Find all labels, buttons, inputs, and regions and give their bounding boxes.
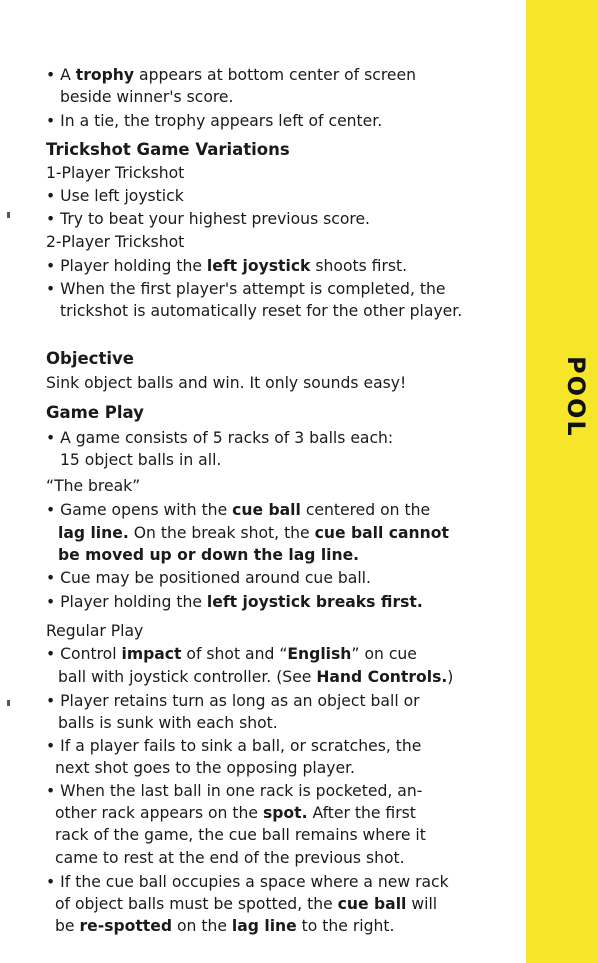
text-run: trickshot is automatically reset for the other player.: [60, 302, 463, 320]
bold-term: cue ball: [232, 501, 301, 519]
text-run: 1-Player Trickshot: [46, 164, 185, 182]
text-line: [46, 278, 445, 300]
text-line: [46, 780, 422, 802]
text-line: [46, 735, 421, 757]
bold-term: impact: [121, 645, 182, 663]
text-line: [55, 802, 416, 824]
text-line: [46, 208, 370, 230]
text-line: [46, 871, 449, 893]
text-run: on the: [172, 917, 232, 935]
text-line: [55, 893, 437, 915]
text-run: Trickshot Game Variations: [46, 140, 290, 159]
text-run: rack of the game, the cue ball remains where it: [55, 826, 426, 844]
text-line: [46, 110, 382, 132]
text-run: • When the last ball in one rack is pocketed, an-: [46, 782, 423, 800]
text-line: [46, 499, 430, 521]
bold-term: trophy: [75, 66, 135, 84]
text-line: [58, 712, 278, 734]
text-line: [55, 757, 355, 779]
text-run: Objective: [46, 349, 134, 368]
text-line: [46, 162, 184, 184]
text-run: Game Play: [46, 403, 144, 422]
section-heading: [46, 348, 134, 370]
text-run: Regular Play: [46, 622, 144, 640]
text-run: • Try to beat your highest previous score.: [46, 210, 371, 228]
text-run: ” on cue: [351, 645, 417, 663]
text-line: [46, 475, 140, 497]
text-line: [46, 427, 393, 449]
bold-term: re-spotted: [79, 917, 172, 935]
text-run: • Player holding the: [46, 593, 207, 611]
text-run: • If the cue ball occupies a space where a new rack: [46, 873, 449, 891]
bold-term: cue ball: [337, 895, 407, 913]
text-line: [46, 64, 416, 86]
text-line: [46, 620, 143, 642]
section-heading: [46, 402, 144, 424]
text-line: [46, 231, 184, 253]
section-heading: [46, 139, 290, 161]
section-tab-strip: [526, 0, 598, 963]
text-run: be: [55, 917, 80, 935]
text-run: • Use left joystick: [46, 187, 184, 205]
text-run: • Game opens with the: [46, 501, 233, 519]
bold-term: be moved up or down the lag line.: [58, 546, 360, 564]
text-line: [60, 86, 233, 108]
text-line: [58, 666, 453, 688]
text-run: • Player retains turn as long as an object ball or: [46, 692, 420, 710]
text-run: 2-Player Trickshot: [46, 233, 185, 251]
text-run: beside winner's score.: [60, 88, 234, 106]
text-line: [46, 690, 420, 712]
text-run: other rack appears on the: [55, 804, 263, 822]
text-line: [46, 372, 406, 394]
text-run: will: [406, 895, 438, 913]
text-line: [58, 544, 359, 566]
text-line: [46, 591, 423, 613]
text-run: came to rest at the end of the previous shot.: [55, 849, 405, 867]
text-line: [46, 255, 407, 277]
text-run: of object balls must be spotted, the: [55, 895, 338, 913]
bold-term: spot.: [262, 804, 308, 822]
text-run: • If a player fails to sink a ball, or scratches, the: [46, 737, 422, 755]
text-run: “The break”: [46, 477, 141, 495]
bold-term: left joystick: [206, 257, 311, 275]
text-line: [55, 847, 405, 869]
text-run: • Cue may be positioned around cue ball.: [46, 569, 371, 587]
text-run: After the first: [307, 804, 416, 822]
text-run: • When the first player's attempt is completed, the: [46, 280, 446, 298]
bold-term: Hand Controls.: [316, 668, 448, 686]
text-line: [46, 643, 417, 665]
text-run: of shot and “: [181, 645, 288, 663]
text-line: [55, 824, 426, 846]
text-line: [46, 185, 184, 207]
section-tab-label: POOL: [562, 356, 590, 438]
text-run: next shot goes to the opposing player.: [55, 759, 356, 777]
text-run: • Control: [46, 645, 122, 663]
text-run: • Player holding the: [46, 257, 207, 275]
text-line: [46, 567, 371, 589]
text-run: ): [447, 668, 454, 686]
text-run: • In a tie, the trophy appears left of center.: [46, 112, 383, 130]
text-run: 15 object balls in all.: [60, 451, 222, 469]
bold-term: left joystick breaks first.: [206, 593, 423, 611]
text-run: centered on the: [300, 501, 431, 519]
bold-term: English: [287, 645, 352, 663]
text-line: [55, 915, 394, 937]
bold-term: lag line: [231, 917, 297, 935]
scan-speck: [7, 212, 10, 218]
text-line: [60, 300, 462, 322]
text-run: • A: [46, 66, 76, 84]
text-run: balls is sunk with each shot.: [58, 714, 278, 732]
text-run: Sink object balls and win. It only sounds easy!: [46, 374, 407, 392]
bold-term: lag line.: [58, 524, 129, 542]
text-run: appears at bottom center of screen: [134, 66, 416, 84]
text-line: [60, 449, 221, 471]
scan-speck: [7, 700, 10, 706]
text-run: ball with joystick controller. (See: [58, 668, 317, 686]
text-run: • A game consists of 5 racks of 3 balls each:: [46, 429, 394, 447]
text-run: shoots first.: [310, 257, 408, 275]
bold-term: cue ball cannot: [314, 524, 449, 542]
text-run: On the break shot, the: [128, 524, 315, 542]
text-run: to the right.: [296, 917, 395, 935]
text-line: [58, 522, 449, 544]
